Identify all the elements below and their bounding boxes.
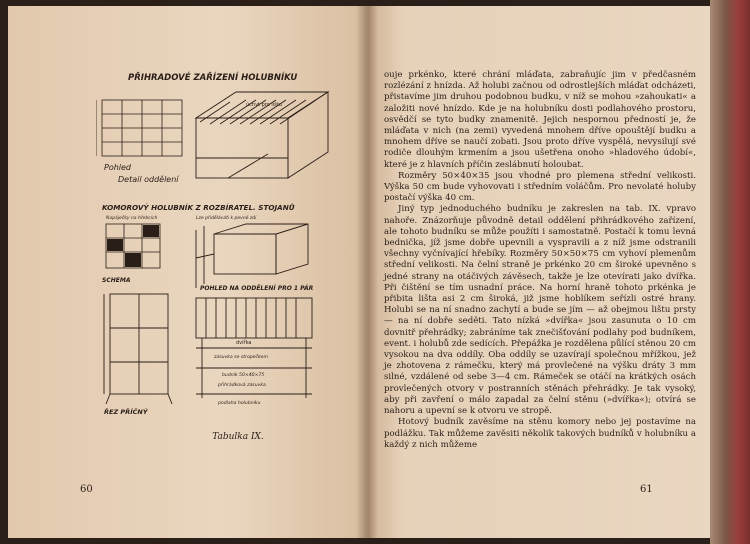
label-sub-left: Napáječky na hřebcích <box>106 216 158 221</box>
shelf-grid <box>96 100 182 156</box>
book-gutter <box>356 6 378 538</box>
paragraph-4: Hotový budník zavěsíme na stěnu komory nebo jej postavíme na podlážku. Tak můžeme zavěsiti několik takových budníků v holubníku a každý z nich můžeme <box>384 417 696 450</box>
label-rez: ŘEZ PŘÍČNÝ <box>104 408 148 416</box>
plate-heading-3: POHLED NA ODDĚLENÍ PRO 1 PÁR <box>200 285 314 292</box>
paragraph-2: Rozměry 50×40×35 jsou vhodné pro plemena střední velikosti. Výška 50 cm bude vyhovovati i středním voláčům. Pro nevolaté holuby postačí výška 40 cm. <box>384 170 696 204</box>
schema-frame <box>104 294 172 404</box>
label-sub-right: Lze přiděláváti k pevné zdi <box>196 216 257 221</box>
label-budnik: budník 50×40×75 <box>222 373 265 378</box>
plate-drawing <box>96 58 340 418</box>
label-pohled: Pohled <box>104 163 132 172</box>
body-text <box>384 70 696 451</box>
label-dvirka: dvířka <box>236 340 252 346</box>
paragraph-3: Jiný typ jednoduchého budníku je zakreslen na tab. IX. vpravo nahoře. Znázorňuje původně detail oddělení přihrádkového zařízení, ale tohoto budníku se může použíti i samostatně. Postačí k tomu levná bednička, jíž jsme dobře upevnili a vyspravili a z níž jsme odstranili všechny vyčnívající hřebíky. Rozměry 50×50×75 cm vyhoví plemenům střední velikosti. Na čelní straně je prkénko 20 cm široké upevněno s jedné strany na otáčivých závěsech, takže je lze otevírati jako dvířka. Při čištění se tím usnadní práce. Na horní hraně tohoto prkénka je přibita lišta asi 2 cm široká, již jsme hoblíkem seřízli ostré hrany. Holubi se na ní snadno zachytí a bude se jím — až obejmou lištu prsty — na ní dobře seděti. Tato nízká »dvířka« jsou zasunuta o 10 cm dovnitř přehrádky; zabráníme tak znečišťování podlahy pod budníkem, event. i holubů zde sedících. Přepážka je rozdělena půlící stěnou 20 cm vysokou na dva oddíly. Oba oddíly se uzavírají společnou mřížkou, jež je zhotovena z rámečku, který má provlečené na výšku dráty 3 mm silné, vzdálené od sebe 3—4 cm. Rámeček se otáčí na krátkých osách provlečených otvory v postranních stěnách přehrádky. Je tak vysoký, aby při zavření o málo zapadal za čelní stěnu (»dvířka«); otvírá se nahoru a upevní se k otvoru ve stropě. <box>384 204 696 417</box>
book-edge <box>710 0 750 544</box>
label-uchyt: úchyt pro lištu <box>246 102 282 108</box>
plate-caption: Tabulka IX. <box>212 432 264 442</box>
paragraph-1: ouje prkénko, které chrání mláďata, zabraňujíc jim v předčasném rozlézání z hnízda. Až holubi začnou od odrostlejších mláďat odcházeti, přistavíme jim druhou podobnou budku, v níž se mohou »zahoukati« a založiti nové hnízdo. Kde je na holubníku dosti podlahového prostoru, osvědčí se tyto budky znamenitě. Jejich nespornou předností je, že mláďata v nich (na zemi) vyvedená mnohem dříve opouštějí budku a mnohem dříve se naučí zobati. Jsou proto dříve vyspělá, nevysilují své rodiče dlouhým krmením a jsou ušetřena onoho »hladového údobí«, které je z hlavních příčin zeslábnutí holoubat. <box>384 70 696 170</box>
label-zasuvka: zásuvka se stropečkem <box>214 355 268 360</box>
technical-plate <box>96 58 340 418</box>
page-number-left: 60 <box>80 484 93 495</box>
right-page <box>368 6 710 538</box>
label-schema: SCHEMA <box>102 277 131 284</box>
label-detail: Detail oddělení <box>118 175 179 184</box>
label-podlaha: podlaha holubníku <box>218 401 261 406</box>
plate-heading-1: PŘIHRADOVÉ ZAŘÍZENÍ HOLUBNÍKU <box>128 73 298 83</box>
left-page <box>8 6 368 538</box>
label-prihradka: přihrádková zásuvka <box>218 383 266 388</box>
stand-drawing <box>196 224 308 288</box>
small-grid-fill <box>107 225 159 267</box>
plate-heading-2: KOMOROVÝ HOLUBNÍK Z ROZBÍRATEL. STOJANŮ <box>102 203 295 212</box>
page-number-right: 61 <box>640 484 653 495</box>
